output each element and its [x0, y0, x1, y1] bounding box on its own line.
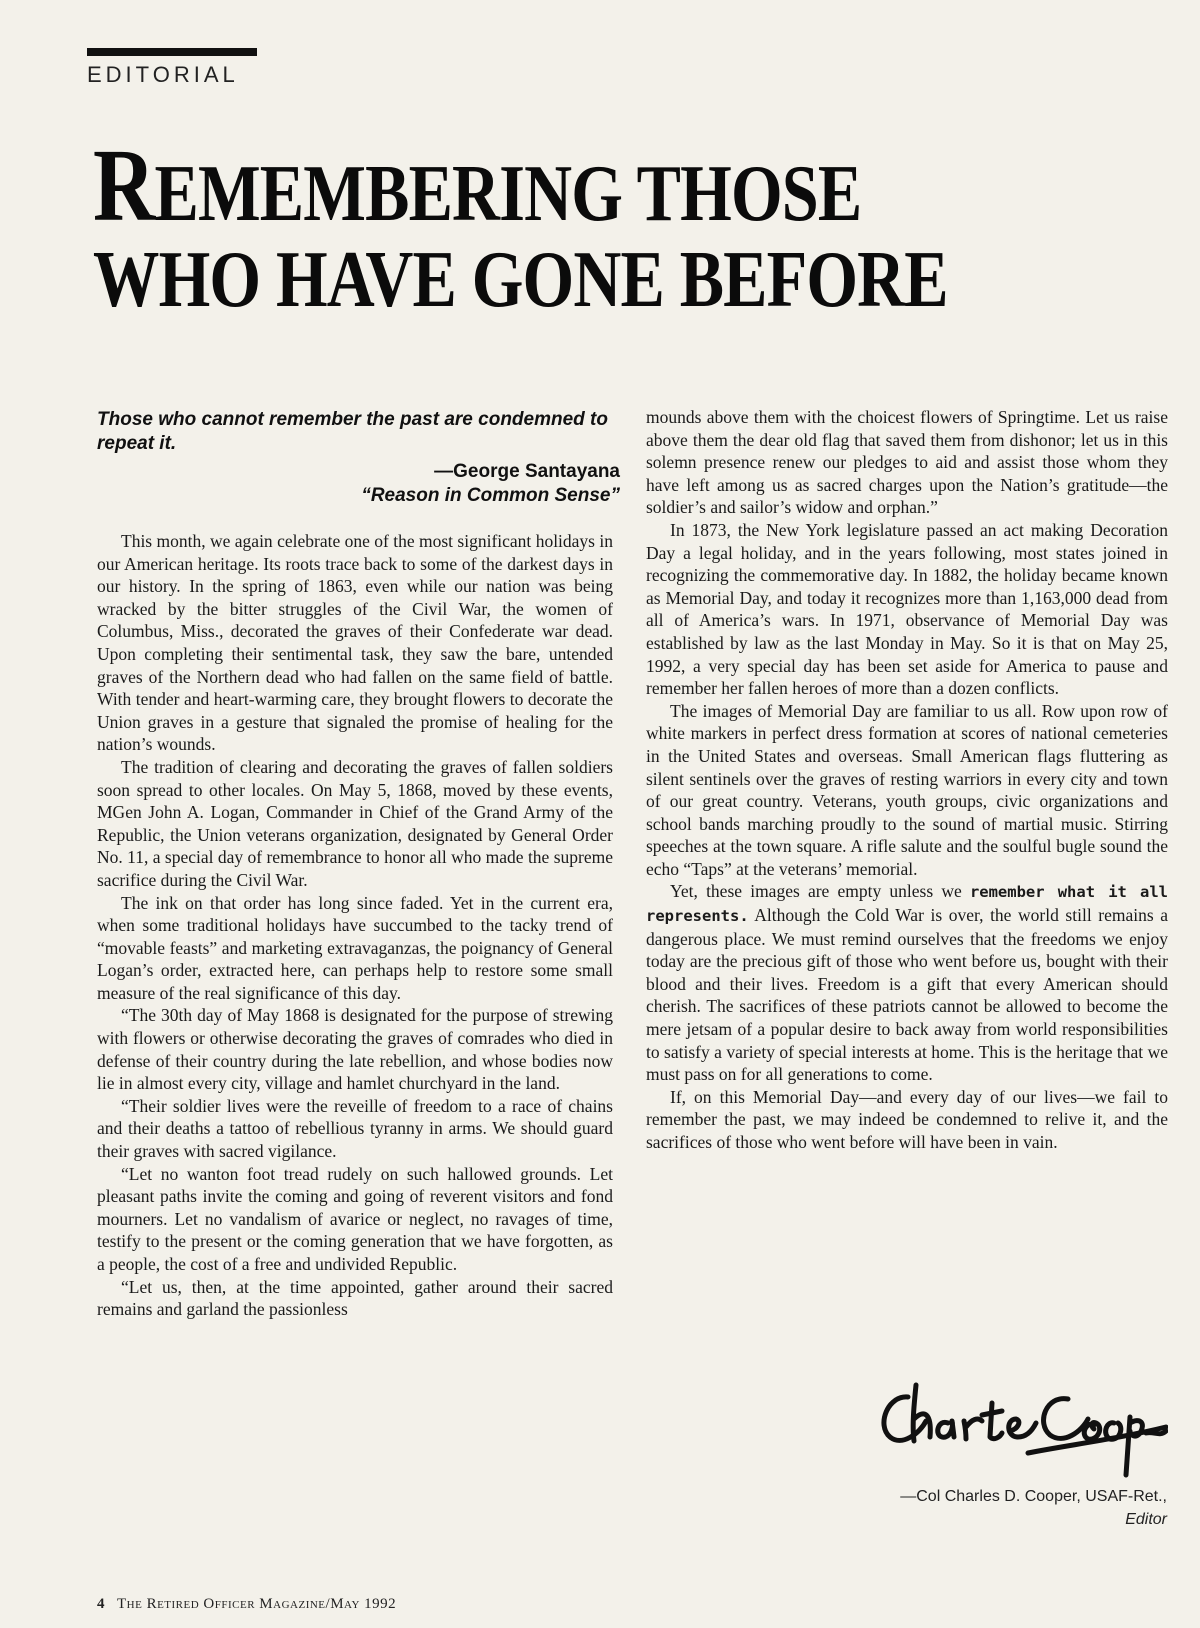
kicker-rule — [87, 48, 257, 56]
headline-line-1-text: EMEMBERING THOSE — [154, 150, 862, 238]
body-paragraph: In 1873, the New York legislature passed an act making Decoration Day a legal holiday, and in the years following, most states joined in recognizing the commemorative day. In 1882, the holiday became known as Memorial Day, and today it recognizes more than 1,163,000 dead from all of America’s wars. In 1971, observance of Memorial Day was established by law as the last Monday in May. So it is that on May 25, 1992, a very special day has been set aside for America to pause and remember her fallen heroes of more than a dozen conflicts. — [646, 519, 1168, 699]
body-paragraph — [646, 880, 1168, 1085]
page-number: 4 — [97, 1596, 105, 1612]
body-paragraph-continued: mounds above them with the choicest flowers of Springtime. Let us raise above them the dear old flag that saved them from dishonor; let us in this solemn presence renew our pledges to aid and assist those whom they have left among us as sacred charges upon the Nation’s gratitude—the soldier’s and sailor’s widow and orphan.” — [646, 407, 1168, 518]
body-paragraph: This month, we again celebrate one of the most significant holidays in our American heritage. Its roots trace back to some of the darkest days in our history. In the spring of 1863, even while our nation was being wracked by the bitter struggles of the Civil War, the women of Columbus, Miss., decorated the graves of their Confederate war dead. Upon completing their sentimental task, they saw the bare, untended graves of the Northern dead who had fallen on the same field of battle. With tender and heart-warming care, they brought flowers to decorate the Union graves in a gesture that signaled the promise of healing for the nation’s wounds. — [97, 531, 613, 755]
body-paragraph: “The 30th day of May 1868 is designated for the purpose of strewing with flowers or otherwise decorating the graves of comrades who died in defense of their country during the late rebellion, and whose bodies now lie in almost every city, village and hamlet churchyard in the land. — [97, 1005, 613, 1094]
body-paragraph: The tradition of clearing and decorating the graves of fallen soldiers soon spread to other locales. On May 5, 1868, moved by these events, MGen John A. Logan, Commander in Chief of the Grand Army of the Republic, the Union veterans organization, designated by General Order No. 11, a special day of remembrance to honor all who made the supreme sacrifice during the Civil War. — [97, 756, 613, 890]
body-paragraph: “Let us, then, at the time appointed, gather around their sacred remains and garland the passionless — [97, 1276, 613, 1320]
body-paragraph: “Let no wanton foot tread rudely on such hallowed grounds. Let pleasant paths invite the coming and going of reverent visitors and fond mourners. Let no vandalism of avarice or neglect, no ravages of time, testify to the present or the coming generation that we have forgotten, as a people, the cost of a free and undivided Republic. — [97, 1163, 613, 1274]
headline-line-1 — [93, 128, 973, 243]
body-paragraph: The images of Memorial Day are familiar to us all. Row upon row of white markers in perfect dress formation at scores of national cemeteries in the United States and overseas. Small American flags fluttering as silent sentinels over the graves of resting warriors in every city and town of our great country. Veterans, youth groups, civic organizations and school bands marching proudly to the sound of martial music. Stirring speeches at the town square. A rifle salute and the soulful bugle sound the echo “Taps” at the veterans’ memorial. — [646, 700, 1168, 879]
body-column-right — [646, 406, 1168, 1154]
epigraph-author: —George Santayana — [434, 461, 620, 482]
body-text: Yet, these images are empty unless we — [670, 881, 970, 902]
section-kicker: EDITORIAL — [87, 62, 239, 87]
page-footer — [97, 1596, 396, 1613]
body-text: Although the Cold War is over, the world still remains a dangerous place. We must remind ourselves that the freedoms we enjoy today are the precious gift of those who went before us, bought with their blood and their lives. Freedom is a gift that every American should cherish. The sacrifices of these patriots cannot be allowed to become the mere jetsam of a popular desire to back away from world responsibilities to satisfy a variety of special interests at home. This is the heritage that we must pass on for all generations to come. — [646, 905, 1168, 1085]
epigraph-quote: Those who cannot remember the past are condemned to repeat it. — [97, 409, 608, 454]
headline — [93, 128, 973, 324]
body-paragraph: If, on this Memorial Day—and every day of our lives—we fail to remember the past, we may indeed be condemned to relive it, and the sacrifices of those who went before will have been in vain. — [646, 1086, 1168, 1152]
epigraph-attribution — [200, 460, 620, 508]
emphasis-text: remember what it all represents. — [646, 883, 1168, 926]
body-column-left — [97, 530, 613, 1321]
epigraph-source: “Reason in Common Sense” — [361, 485, 620, 506]
signature-credit — [860, 1485, 1167, 1531]
editor-title: Editor — [1125, 1511, 1167, 1528]
headline-line-2: WHO HAVE GONE BEFORE — [93, 236, 948, 324]
body-paragraph: “Their soldier lives were the reveille of freedom to a race of chains and their deaths a tattoo of rebellious tyranny in arms. We should guard their graves with sacred vigilance. — [97, 1095, 613, 1162]
body-paragraph: The ink on that order has long since faded. Yet in the current era, when some traditional holidays have succumbed to the tacky trend of “movable feasts” and marketing extravaganzas, the poignancy of General Logan’s order, extracted here, can perhaps help to restore some small measure of the real significance of this day. — [97, 892, 613, 1003]
headline-initial: R — [93, 128, 155, 243]
editor-name: —Col Charles D. Cooper, USAF-Ret., — [900, 1488, 1167, 1505]
editor-signature — [868, 1375, 1168, 1480]
publication-line: The Retired Officer Magazine/May 1992 — [117, 1596, 397, 1612]
